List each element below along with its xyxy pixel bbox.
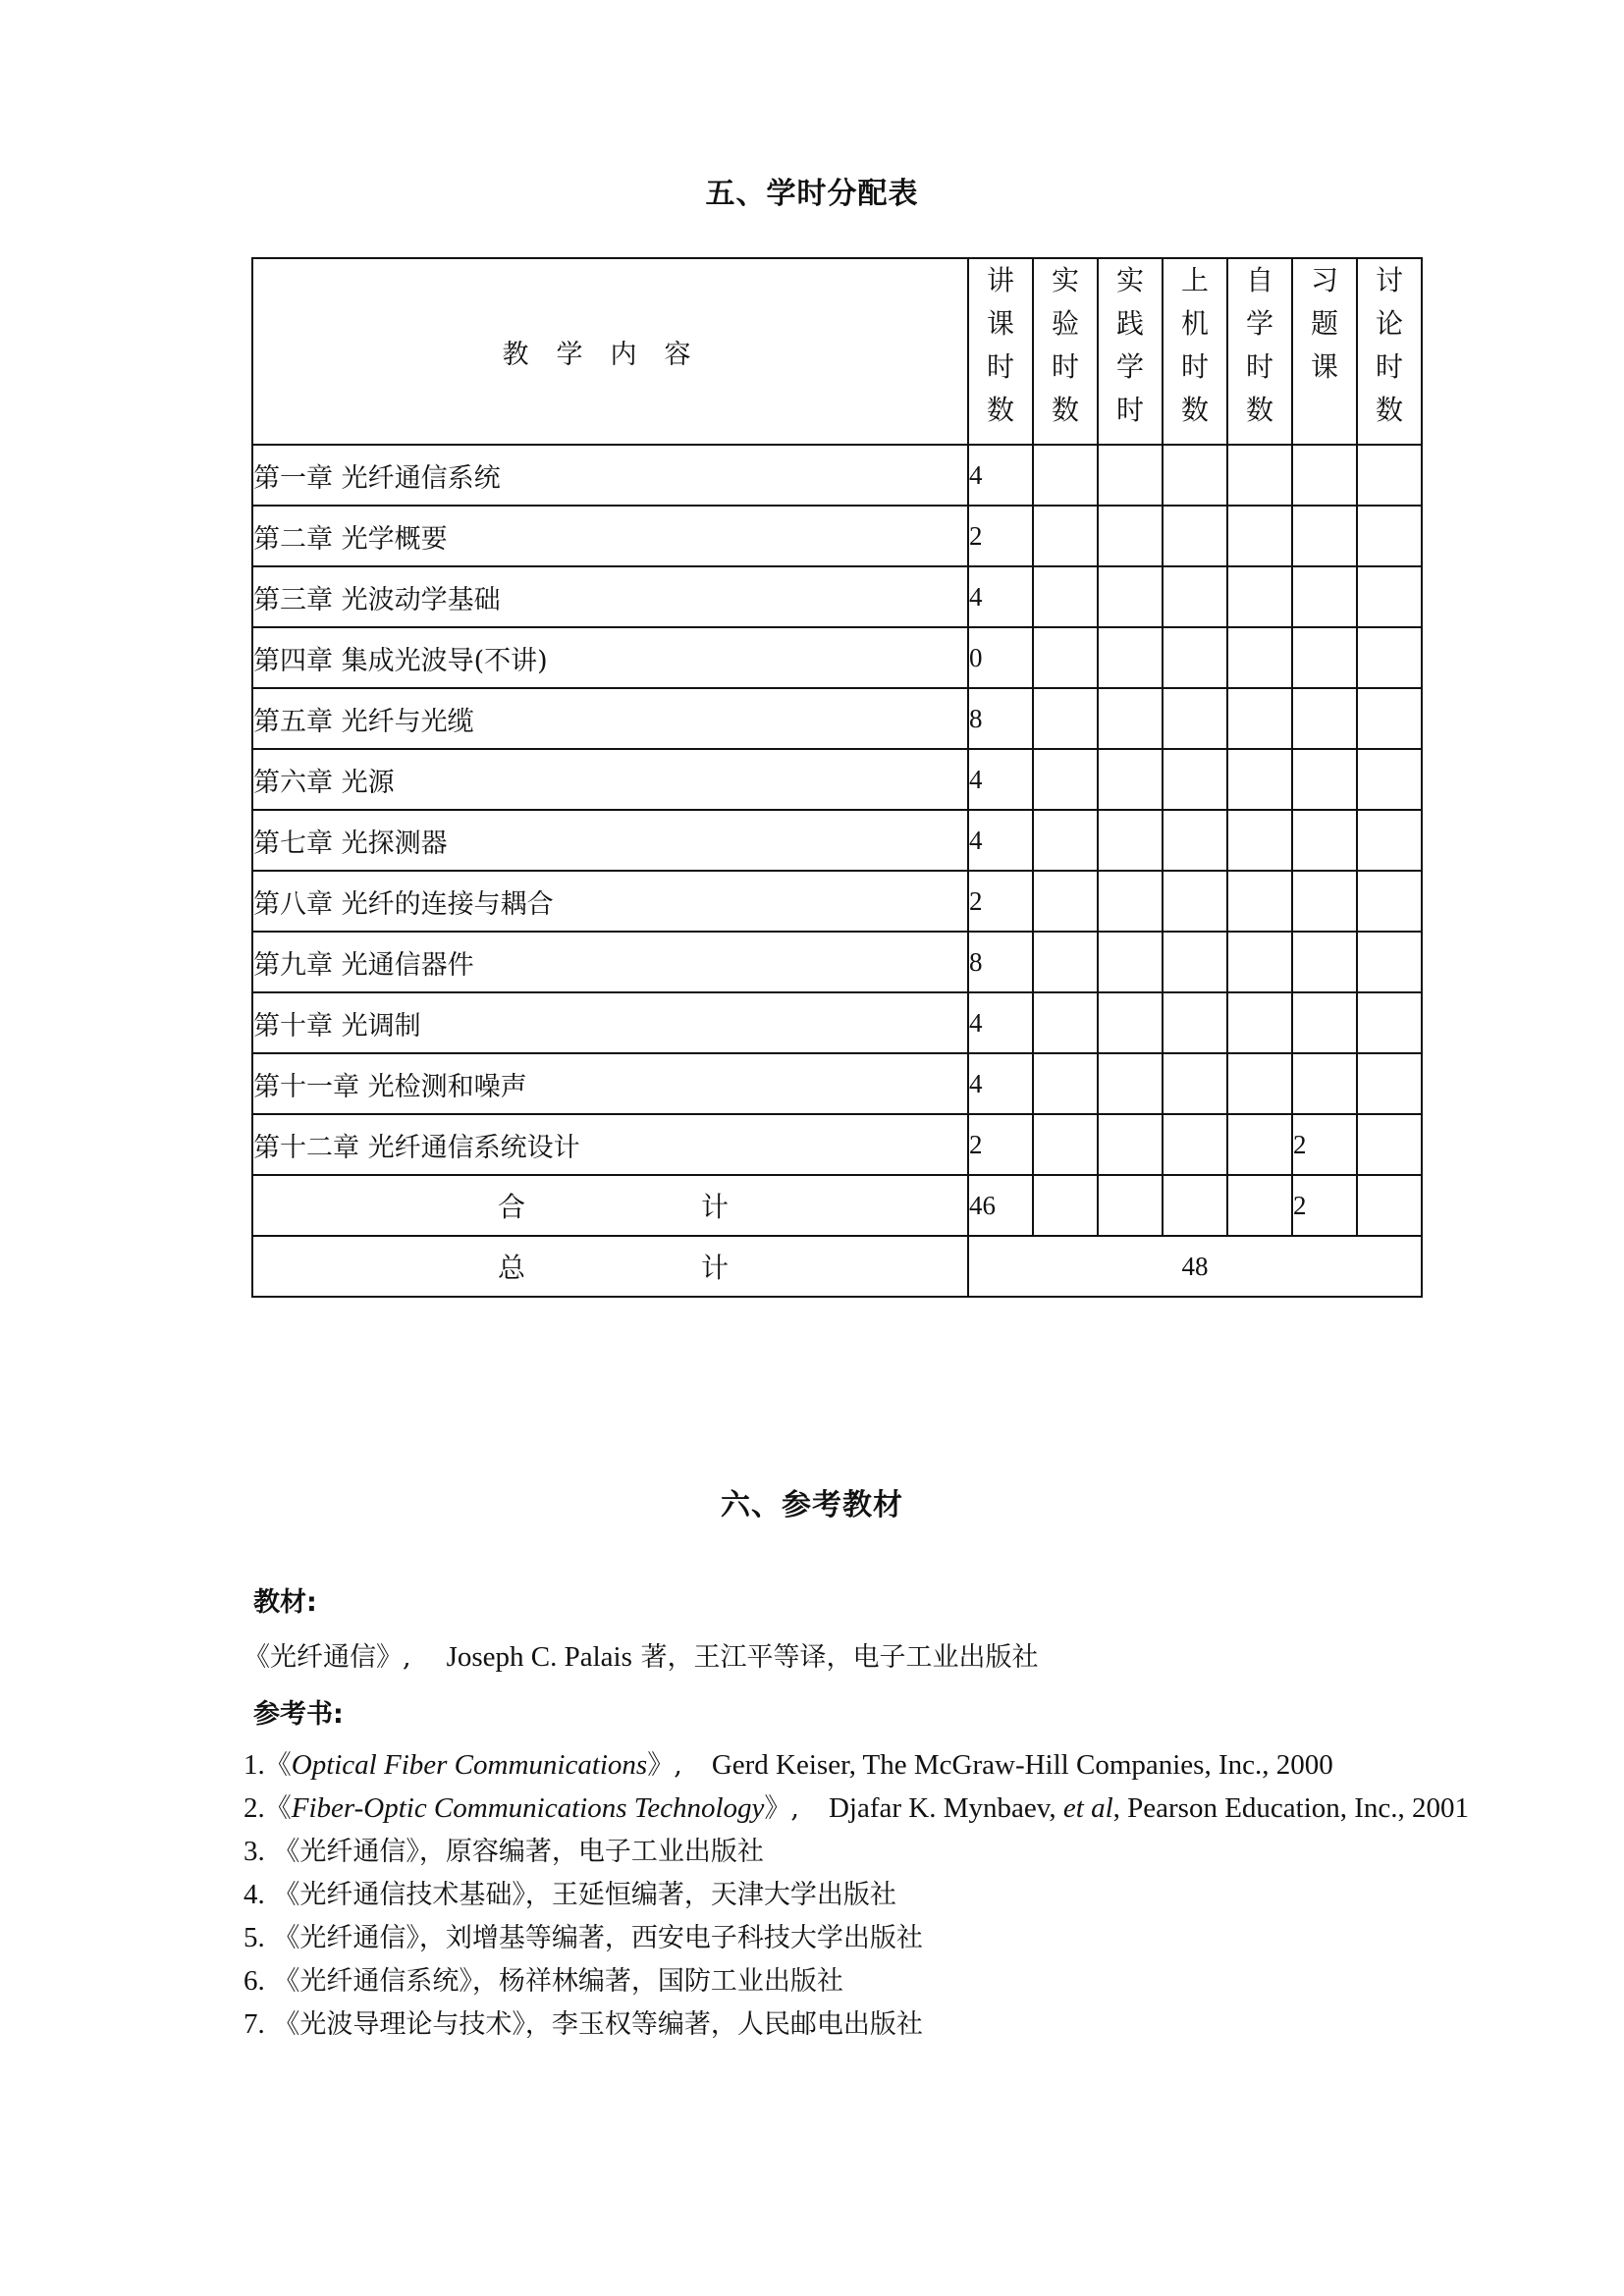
empty-cell (1033, 688, 1098, 749)
empty-cell (1163, 566, 1227, 627)
ref-text: 《光纤通信技术基础》，王延恒编著，天津大学出版社 (273, 1880, 896, 1910)
chapter-cell: 第五章 光纤与光缆 (252, 688, 968, 749)
ref-text: 《光纤通信系统》，杨祥林编著，国防工业出版社 (273, 1966, 843, 1997)
empty-cell (1357, 688, 1422, 749)
empty-cell (1098, 1114, 1163, 1175)
empty-cell (1163, 1053, 1227, 1114)
subtotal-exercise: 2 (1292, 1175, 1357, 1236)
empty-cell (1227, 1053, 1292, 1114)
empty-cell (1357, 445, 1422, 506)
ref-number: 4. (244, 1879, 265, 1910)
empty-cell (1163, 810, 1227, 871)
empty-cell (1033, 1053, 1098, 1114)
empty-cell (1163, 627, 1227, 688)
empty-cell (1227, 627, 1292, 688)
subtotal-label (252, 1175, 968, 1236)
empty-cell (1227, 566, 1292, 627)
chapter-cell: 第三章 光波动学基础 (252, 566, 968, 627)
empty-cell (1227, 1175, 1292, 1236)
chapter-cell: 第十一章 光检测和噪声 (252, 1053, 968, 1114)
reference-item (244, 1959, 843, 1998)
textbook-entry (244, 1635, 1039, 1674)
textbook-author: Joseph C. Palais (446, 1641, 632, 1673)
empty-cell (1163, 871, 1227, 932)
empty-cell (1033, 566, 1098, 627)
column-header-label: 讨论时数 (1376, 264, 1404, 426)
empty-cell (1163, 688, 1227, 749)
empty-cell (1357, 566, 1422, 627)
reference-item (244, 1873, 896, 1911)
empty-cell (1227, 688, 1292, 749)
ref-bracket: 》, (647, 1750, 682, 1781)
lecture-hours-cell: 2 (968, 871, 1033, 932)
empty-cell (1357, 506, 1422, 566)
empty-cell (1227, 506, 1292, 566)
exercise-hours-cell (1292, 445, 1357, 506)
empty-cell (1033, 871, 1098, 932)
empty-cell (1033, 810, 1098, 871)
lecture-hours-cell: 4 (968, 566, 1033, 627)
exercise-hours-cell (1292, 871, 1357, 932)
empty-cell (1357, 1175, 1422, 1236)
column-header (1163, 258, 1227, 445)
total-hours: 48 (968, 1236, 1422, 1297)
chapter-cell: 第八章 光纤的连接与耦合 (252, 871, 968, 932)
table-row (252, 566, 1422, 627)
exercise-hours-cell: 2 (1292, 1114, 1357, 1175)
lecture-hours-cell: 4 (968, 992, 1033, 1053)
content-header: 教学内容 (252, 258, 968, 445)
empty-cell (1227, 749, 1292, 810)
exercise-hours-cell (1292, 1053, 1357, 1114)
ref-details: Djafar K. Mynbaev, (828, 1792, 1063, 1824)
table-row (252, 627, 1422, 688)
ref-details: Gerd Keiser, The McGraw-Hill Companies, Inc., 2000 (711, 1749, 1333, 1781)
column-header-label: 自学时数 (1246, 264, 1274, 426)
lecture-hours-cell: 2 (968, 506, 1033, 566)
empty-cell (1033, 506, 1098, 566)
table-row (252, 1114, 1422, 1175)
empty-cell (1033, 932, 1098, 992)
empty-cell (1227, 810, 1292, 871)
exercise-hours-cell (1292, 932, 1357, 992)
column-header-label: 上机时数 (1181, 264, 1210, 426)
table-row (252, 688, 1422, 749)
empty-cell (1357, 1114, 1422, 1175)
lecture-hours-cell: 0 (968, 627, 1033, 688)
empty-cell (1033, 627, 1098, 688)
column-header (1292, 258, 1357, 445)
empty-cell (1098, 810, 1163, 871)
textbook-rest: 著，王江平等译，电子工业出版社 (631, 1642, 1039, 1673)
lecture-hours-cell: 4 (968, 810, 1033, 871)
section-5-title: 五、学时分配表 (705, 177, 919, 211)
column-header-label: 实验时数 (1052, 264, 1080, 426)
empty-cell (1163, 506, 1227, 566)
exercise-hours-cell (1292, 810, 1357, 871)
empty-cell (1357, 1053, 1422, 1114)
lecture-hours-cell: 4 (968, 1053, 1033, 1114)
reference-item (244, 1743, 1333, 1782)
lecture-hours-cell: 8 (968, 932, 1033, 992)
empty-cell (1163, 445, 1227, 506)
subtotal-row (252, 1175, 1422, 1236)
empty-cell (1098, 688, 1163, 749)
empty-cell (1357, 992, 1422, 1053)
column-header-label: 习题课 (1311, 264, 1339, 383)
lecture-hours-cell: 2 (968, 1114, 1033, 1175)
table-row (252, 1053, 1422, 1114)
empty-cell (1163, 932, 1227, 992)
ref-details: , Pearson Education, Inc., 2001 (1112, 1792, 1470, 1824)
column-header (1033, 258, 1098, 445)
empty-cell (1163, 749, 1227, 810)
column-header (1357, 258, 1422, 445)
total-row (252, 1236, 1422, 1297)
chapter-cell: 第四章 集成光波导(不讲) (252, 627, 968, 688)
empty-cell (1033, 992, 1098, 1053)
empty-cell (1357, 749, 1422, 810)
empty-cell (1227, 1114, 1292, 1175)
empty-cell (1357, 810, 1422, 871)
empty-cell (1227, 992, 1292, 1053)
empty-cell (1098, 566, 1163, 627)
reference-item (244, 1787, 1469, 1825)
subtotal-lecture: 46 (968, 1175, 1033, 1236)
textbook-label: 教材: (253, 1587, 317, 1618)
empty-cell (1357, 932, 1422, 992)
exercise-hours-cell (1292, 506, 1357, 566)
total-label (252, 1236, 968, 1297)
reference-item (244, 2002, 923, 2041)
empty-cell (1357, 627, 1422, 688)
empty-cell (1098, 749, 1163, 810)
empty-cell (1098, 445, 1163, 506)
chapter-cell: 第二章 光学概要 (252, 506, 968, 566)
empty-cell (1098, 506, 1163, 566)
ref-number: 6. (244, 1965, 265, 1997)
ref-bracket: 《 (264, 1750, 292, 1781)
empty-cell (1227, 932, 1292, 992)
ref-number: 1. (244, 1749, 265, 1781)
subtotal-label-b: 计 (701, 1191, 730, 1223)
ref-text: 《光纤通信》，刘增基等编著，西安电子科技大学出版社 (273, 1923, 923, 1953)
table-row (252, 932, 1422, 992)
ref-etal: et al (1062, 1792, 1113, 1824)
ref-title: Optical Fiber Communications (291, 1749, 648, 1781)
column-header (1098, 258, 1163, 445)
reference-label: 参考书: (253, 1699, 344, 1730)
empty-cell (1098, 992, 1163, 1053)
empty-cell (1033, 1114, 1098, 1175)
chapter-cell: 第九章 光通信器件 (252, 932, 968, 992)
table-row (252, 749, 1422, 810)
exercise-hours-cell (1292, 992, 1357, 1053)
chapter-cell: 第一章 光纤通信系统 (252, 445, 968, 506)
column-header-label: 讲课时数 (987, 264, 1015, 426)
column-header (1227, 258, 1292, 445)
subtotal-label-a: 合 (498, 1191, 526, 1223)
section-6-title: 六、参考教材 (721, 1488, 903, 1522)
empty-cell (1033, 1175, 1098, 1236)
exercise-hours-cell (1292, 566, 1357, 627)
table-header-row (252, 258, 1422, 445)
ref-number: 5. (244, 1922, 265, 1953)
empty-cell (1163, 1175, 1227, 1236)
total-label-a: 总 (498, 1252, 526, 1284)
exercise-hours-cell (1292, 627, 1357, 688)
column-header (968, 258, 1033, 445)
exercise-hours-cell (1292, 749, 1357, 810)
empty-cell (1357, 871, 1422, 932)
reference-item (244, 1916, 923, 1954)
ref-number: 3. (244, 1836, 265, 1867)
ref-title: Fiber-Optic Communications Technology (291, 1792, 765, 1824)
ref-text: 《光波导理论与技术》，李玉权等编著，人民邮电出版社 (273, 2009, 923, 2040)
empty-cell (1163, 1114, 1227, 1175)
empty-cell (1033, 749, 1098, 810)
empty-cell (1098, 627, 1163, 688)
empty-cell (1163, 992, 1227, 1053)
table-row (252, 871, 1422, 932)
textbook-title: 《光纤通信》, (244, 1642, 411, 1673)
ref-text: 《光纤通信》，原容编著，电子工业出版社 (273, 1837, 764, 1867)
ref-number: 2. (244, 1792, 265, 1824)
column-header-label: 实践学时 (1116, 264, 1145, 426)
chapter-cell: 第十章 光调制 (252, 992, 968, 1053)
table-row (252, 810, 1422, 871)
lecture-hours-cell: 4 (968, 445, 1033, 506)
chapter-cell: 第六章 光源 (252, 749, 968, 810)
empty-cell (1033, 445, 1098, 506)
empty-cell (1227, 445, 1292, 506)
ref-bracket: 《 (264, 1793, 292, 1824)
reference-item (244, 1830, 764, 1868)
table-row (252, 992, 1422, 1053)
empty-cell (1098, 871, 1163, 932)
empty-cell (1098, 1053, 1163, 1114)
total-label-b: 计 (701, 1252, 730, 1284)
table-row (252, 506, 1422, 566)
empty-cell (1098, 932, 1163, 992)
exercise-hours-cell (1292, 688, 1357, 749)
chapter-cell: 第十二章 光纤通信系统设计 (252, 1114, 968, 1175)
hours-allocation-table (251, 257, 1423, 1298)
ref-bracket: 》, (764, 1793, 799, 1824)
lecture-hours-cell: 4 (968, 749, 1033, 810)
ref-number: 7. (244, 2008, 265, 2040)
lecture-hours-cell: 8 (968, 688, 1033, 749)
empty-cell (1098, 1175, 1163, 1236)
chapter-cell: 第七章 光探测器 (252, 810, 968, 871)
table-row (252, 445, 1422, 506)
empty-cell (1227, 871, 1292, 932)
